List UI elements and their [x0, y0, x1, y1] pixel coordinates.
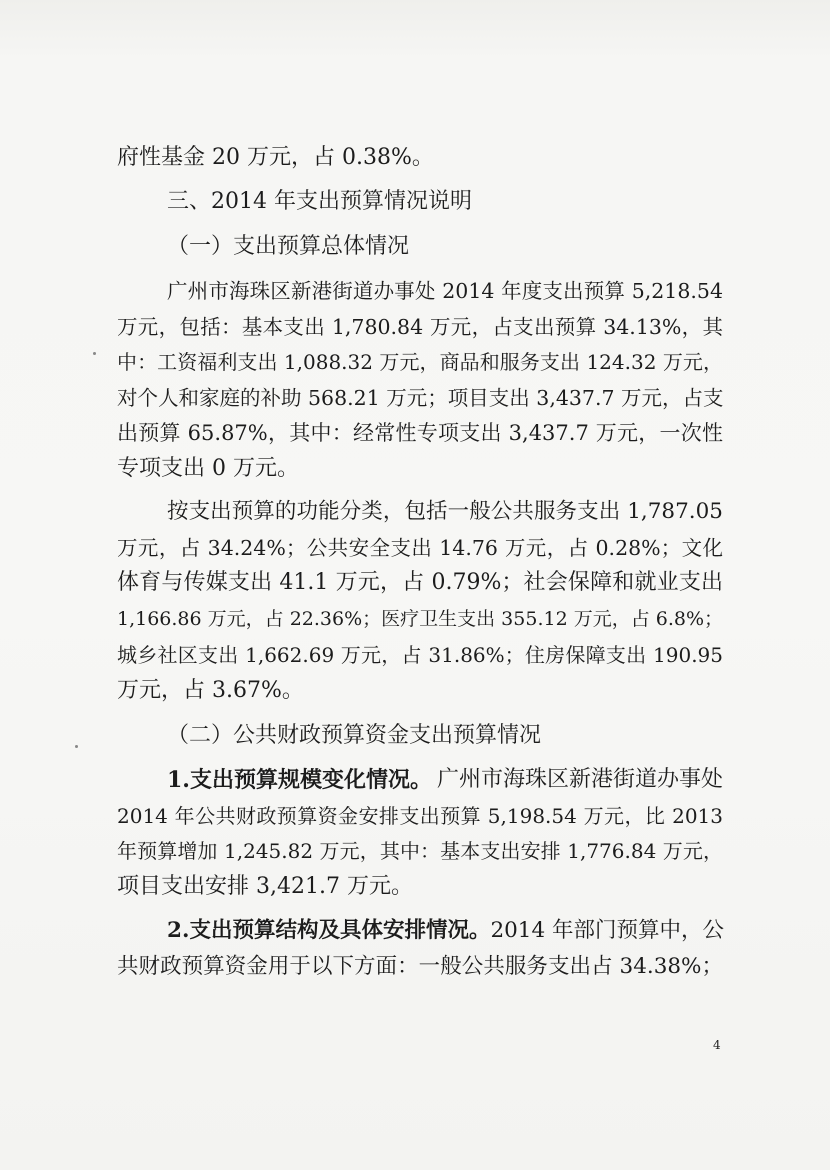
text-line: 中：工资福利支出 1,088.32 万元，商品和服务支出 124.32 万元，	[117, 350, 723, 374]
text-line: 万元，包括：基本支出 1,780.84 万元，占支出预算 34.13%，其	[117, 315, 723, 339]
text-line	[167, 916, 723, 946]
text-line: 万元，占 3.67%。	[117, 678, 304, 703]
text-line: 共财政预算资金用于以下方面：一般公共服务支出占 34.38%；	[117, 954, 723, 979]
text-line: 2014 年公共财政预算资金安排支出预算 5,198.54 万元，比 2013	[117, 804, 723, 828]
text-line: 对个人和家庭的补助 568.21 万元；项目支出 3,437.7 万元，占支	[117, 386, 724, 410]
text-fragment: 广州市海珠区新港街道办事处	[436, 767, 723, 792]
numbered-heading: 1.支出预算规模变化情况。	[167, 767, 432, 793]
text-line: 府性基金 20 万元，占 0.38%。	[117, 145, 434, 170]
text-line: 万元，占 34.24%；公共安全支出 14.76 万元，占 0.28%；文化	[117, 536, 723, 560]
text-line: 项目支出安排 3,421.7 万元。	[117, 874, 413, 899]
section-heading: 三、2014 年支出预算情况说明	[167, 189, 472, 214]
scan-speck	[93, 352, 96, 355]
subsection-heading: （一）支出预算总体情况	[167, 234, 410, 259]
text-line: 年预算增加 1,245.82 万元，其中：基本支出安排 1,776.84 万元，	[117, 839, 723, 863]
text-line	[167, 765, 723, 795]
text-line: 城乡社区支出 1,662.69 万元，占 31.86%；住房保障支出 190.95	[117, 643, 723, 667]
text-line: 出预算 65.87%，其中：经常性专项支出 3,437.7 万元，一次性	[117, 421, 723, 445]
numbered-heading: 2.支出预算结构及具体安排情况。	[167, 918, 491, 943]
text-line: 1,166.86 万元，占 22.36%；医疗卫生支出 355.12 万元，占 6.8%；	[117, 608, 724, 630]
page-number: 4	[713, 1038, 721, 1052]
text-line: 按支出预算的功能分类，包括一般公共服务支出 1,787.05	[167, 499, 723, 524]
text-fragment: 2014 年部门预算中，公	[490, 918, 725, 943]
text-line: 体育与传媒支出 41.1 万元，占 0.79%；社会保障和就业支出	[117, 570, 723, 595]
text-line: 广州市海珠区新港街道办事处 2014 年度支出预算 5,218.54	[167, 279, 723, 303]
scan-speck	[75, 745, 78, 748]
subsection-heading: （二）公共财政预算资金支出预算情况	[167, 723, 542, 748]
text-line: 专项支出 0 万元。	[117, 456, 299, 481]
